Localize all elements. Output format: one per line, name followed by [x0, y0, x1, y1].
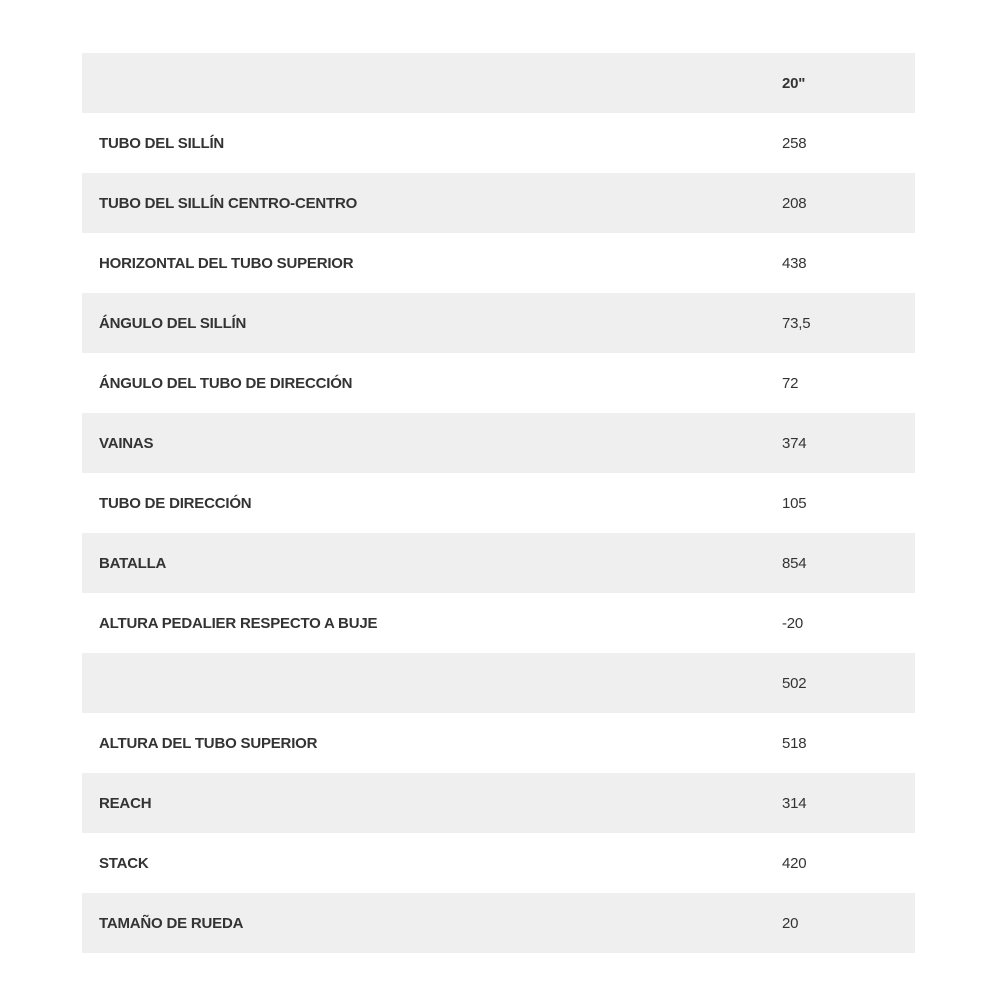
table-row — [82, 833, 915, 893]
row-value: 20 — [782, 914, 799, 932]
table-row — [82, 713, 915, 773]
table-row — [82, 893, 915, 953]
table-row — [82, 113, 915, 173]
table-row — [82, 293, 915, 353]
row-label: ALTURA DEL TUBO SUPERIOR — [99, 734, 318, 752]
table-row — [82, 533, 915, 593]
header-label — [82, 53, 782, 113]
row-value: 72 — [782, 374, 799, 392]
table-row — [82, 233, 915, 293]
row-value: 208 — [782, 194, 807, 212]
table-row — [82, 653, 915, 713]
row-label: REACH — [99, 794, 152, 812]
table-row — [82, 473, 915, 533]
row-label: ÁNGULO DEL TUBO DE DIRECCIÓN — [99, 374, 353, 392]
row-label: ALTURA PEDALIER RESPECTO A BUJE — [99, 614, 378, 632]
row-value: -20 — [782, 614, 804, 632]
row-label: TUBO DE DIRECCIÓN — [99, 494, 252, 512]
row-label: TAMAÑO DE RUEDA — [99, 914, 244, 932]
table-row — [82, 773, 915, 833]
row-value: 518 — [782, 734, 807, 752]
row-value: 502 — [782, 674, 807, 692]
row-value: 105 — [782, 494, 807, 512]
table-row — [82, 593, 915, 653]
row-label: TUBO DEL SILLÍN CENTRO-CENTRO — [99, 194, 358, 212]
row-label: BATALLA — [99, 554, 167, 572]
row-label — [82, 653, 782, 713]
table-row — [82, 353, 915, 413]
row-value: 258 — [782, 134, 807, 152]
row-value: 854 — [782, 554, 807, 572]
row-value: 314 — [782, 794, 807, 812]
geometry-table — [82, 53, 915, 953]
row-label: ÁNGULO DEL SILLÍN — [99, 314, 247, 332]
row-label: TUBO DEL SILLÍN — [99, 134, 225, 152]
row-value: 73,5 — [782, 314, 811, 332]
table-header-row — [82, 53, 915, 113]
row-label: HORIZONTAL DEL TUBO SUPERIOR — [99, 254, 354, 272]
row-label: STACK — [99, 854, 149, 872]
row-value: 374 — [782, 434, 807, 452]
row-label: VAINAS — [99, 434, 154, 452]
row-value: 438 — [782, 254, 807, 272]
row-value: 420 — [782, 854, 807, 872]
table-row — [82, 413, 915, 473]
table-row — [82, 173, 915, 233]
header-size: 20" — [782, 74, 806, 92]
